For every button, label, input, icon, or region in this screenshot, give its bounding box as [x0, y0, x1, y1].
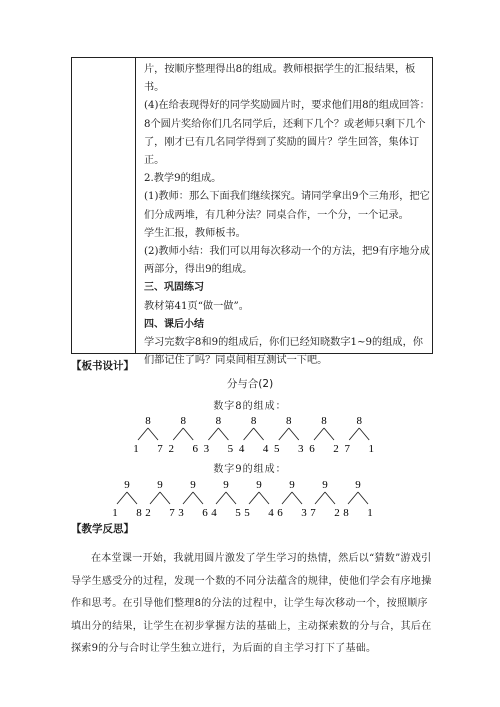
paragraph-6: (2)教师小结：我们可以用每次移动一个的方法，把9有序地分成两部分，得出9的组成。 — [144, 246, 430, 276]
table-column-divider — [135, 58, 136, 353]
branch-left — [208, 428, 218, 440]
branch-left — [173, 428, 183, 440]
whole-number: 8 — [180, 415, 186, 427]
part-right: 5 — [235, 507, 241, 519]
reflection-heading: 【教学反思】 — [71, 523, 134, 535]
part-left: 5 — [244, 507, 250, 519]
part-right: 6 — [202, 507, 208, 519]
composition-9-label: 数字9的组成： — [213, 464, 287, 475]
decomposition-9-7 — [310, 479, 340, 519]
branch-right — [254, 428, 264, 440]
part-right: 6 — [192, 443, 198, 455]
decomposition-8-5 — [274, 415, 304, 455]
section-4-text: 学习完数字8和9的组成后，你们已经知晓数字1~9的组成，你们都记住了吗？同桌间相互测试一下吧。 — [144, 337, 423, 367]
part-left: 3 — [203, 443, 210, 455]
decomposition-8-1 — [133, 415, 163, 455]
branch-right — [226, 492, 236, 504]
paragraph-5: 学生汇报，教师板书。 — [144, 227, 246, 239]
part-right: 4 — [268, 507, 274, 519]
board-design-heading: 【板书设计】 — [71, 360, 134, 372]
branch-left — [244, 428, 254, 440]
branch-right — [359, 428, 369, 440]
branch-right — [325, 492, 335, 504]
branch-left — [282, 492, 292, 504]
branch-right — [259, 492, 269, 504]
part-right: 4 — [262, 443, 269, 455]
branch-right — [148, 428, 158, 440]
decomposition-9-8 — [343, 479, 373, 519]
part-left: 2 — [145, 507, 151, 519]
paragraph-3: 2.教学9的组成。 — [144, 173, 222, 185]
whole-number: 9 — [190, 479, 196, 491]
part-left: 7 — [344, 443, 350, 455]
branch-left — [314, 428, 324, 440]
part-right: 2 — [333, 443, 339, 455]
section-3-text: 教材第41页“做一做”。 — [144, 300, 249, 312]
branch-right — [289, 428, 299, 440]
part-right: 7 — [157, 443, 163, 455]
branch-left — [117, 492, 127, 504]
whole-number: 8 — [286, 415, 292, 427]
part-left: 1 — [112, 507, 118, 519]
branch-right — [358, 492, 368, 504]
part-left: 6 — [309, 443, 315, 455]
composition-9-diagram — [0, 476, 500, 520]
section-4-title: 四、课后小结 — [144, 318, 204, 330]
composition-8-diagram — [0, 412, 500, 456]
decomposition-8-4 — [239, 415, 269, 455]
section-3-title: 三、巩固练习 — [144, 282, 204, 294]
decomposition-9-4 — [211, 479, 241, 519]
part-left: 4 — [238, 443, 245, 455]
paragraph-2: (4)在给表现得好的同学奖励圆片时，要求他们用8的组成回答：8个圆片奖给你们几名同学后，还剩下几个？或老师只剩下几个了，刚才已有几名同学得到了奖励的圆片？学生回答，集体订正。 — [144, 100, 430, 167]
branch-right — [193, 492, 203, 504]
branch-left — [150, 492, 160, 504]
board-title: 分与合(2) — [226, 378, 274, 390]
paragraph-4: (1)教师：那么下面我们继续探究。请同学拿出9个三角形，把它们分成两堆，有几种分法？同桌合作，一个分，一个记录。 — [144, 191, 430, 221]
part-left: 7 — [310, 507, 316, 519]
decomposition-9-6 — [277, 479, 307, 519]
whole-number: 9 — [124, 479, 130, 491]
whole-number: 9 — [289, 479, 295, 491]
decomposition-8-3 — [204, 415, 234, 455]
part-left: 4 — [211, 507, 217, 519]
decomposition-8-2 — [168, 415, 198, 455]
decomposition-8-6 — [309, 415, 339, 455]
branch-right — [218, 428, 228, 440]
whole-number: 8 — [145, 415, 151, 427]
decomposition-9-3 — [178, 479, 208, 519]
part-left: 3 — [178, 507, 184, 519]
whole-number: 9 — [223, 479, 229, 491]
branch-right — [160, 492, 170, 504]
part-left: 5 — [274, 443, 280, 455]
branch-left — [315, 492, 325, 504]
table-content-cell — [144, 61, 430, 370]
branch-left — [216, 492, 226, 504]
branch-left — [249, 492, 259, 504]
branch-left — [279, 428, 289, 440]
branch-right — [183, 428, 193, 440]
part-left: 8 — [343, 507, 349, 519]
branch-left — [183, 492, 193, 504]
reflection-text: 在本堂课一开始，我就用圆片激发了学生学习的热情，然后以“猜数”游戏引导学生感受分的过程，发现一个数的不同分法蕴含的规律，使他们学会有序地操作和思考。在引导他们整理8的分法的过程中，让学生每次移动一个，按照顺序填出分的结果，让学生在初步掌握方法的基础上，主动探索数的分与合，其后在探索9的分与合时让学生独立进行，为后面的自主学习打下了基础。 — [71, 553, 432, 654]
part-right: 3 — [298, 443, 304, 455]
whole-number: 9 — [355, 479, 361, 491]
whole-number: 9 — [322, 479, 328, 491]
branch-left — [138, 428, 148, 440]
reflection-body — [71, 548, 433, 661]
part-right: 8 — [136, 507, 142, 519]
decomposition-9-1 — [112, 479, 142, 519]
whole-number: 8 — [356, 415, 362, 427]
branch-right — [324, 428, 334, 440]
whole-number: 8 — [250, 415, 257, 427]
branch-right — [127, 492, 137, 504]
part-right: 3 — [301, 507, 307, 519]
whole-number: 8 — [215, 415, 222, 427]
decomposition-9-2 — [145, 479, 175, 519]
part-right: 1 — [368, 443, 374, 455]
composition-8-label: 数字8的组成： — [213, 401, 287, 412]
whole-number: 9 — [157, 479, 163, 491]
part-right: 7 — [169, 507, 175, 519]
paragraph-1: 片，按顺序整理得出8的组成。教师根据学生的汇报结果，板书。 — [144, 64, 416, 94]
part-left: 6 — [277, 507, 283, 519]
part-right: 2 — [334, 507, 340, 519]
branch-right — [292, 492, 302, 504]
decomposition-8-7 — [344, 415, 374, 455]
part-right: 1 — [367, 507, 373, 519]
decomposition-9-5 — [244, 479, 274, 519]
whole-number: 9 — [256, 479, 262, 491]
branch-left — [348, 492, 358, 504]
whole-number: 8 — [321, 415, 327, 427]
part-left: 1 — [133, 443, 139, 455]
branch-left — [349, 428, 359, 440]
part-left: 2 — [168, 443, 174, 455]
part-right: 5 — [227, 443, 234, 455]
